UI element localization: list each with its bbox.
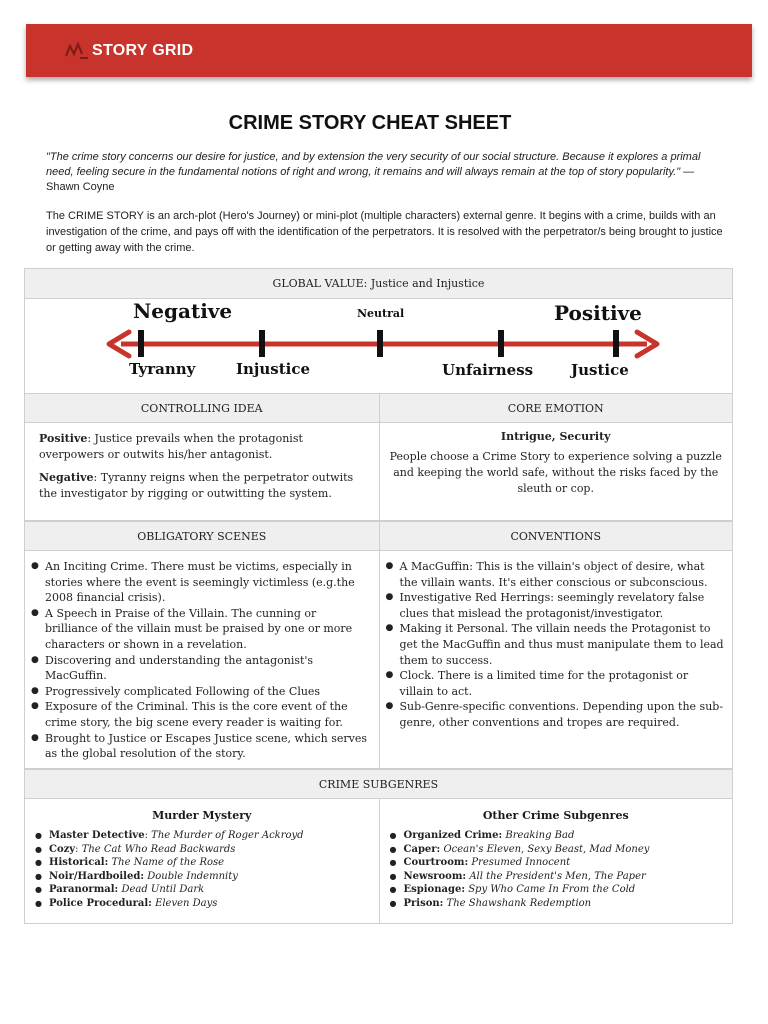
quote-author: —Shawn Coyne <box>46 166 695 193</box>
controlling-idea-negative: Negative: Tyranny reigns when the perpetrator outwits the investigator by rigging or outwitting the system. <box>39 471 354 500</box>
list-item: ● Cozy: The Cat Who Read Backwards <box>49 843 371 857</box>
controlling-idea-header: CONTROLLING IDEA <box>25 393 379 423</box>
subgenres-section <box>24 769 733 924</box>
conventions-cell <box>379 521 733 768</box>
positive-label: Positive <box>554 301 642 325</box>
list-item: ● Noir/Hardboiled: Double Indemnity <box>49 870 371 884</box>
list-item: ● Organized Crime: Breaking Bad <box>404 829 725 843</box>
global-value-header: GLOBAL VALUE: Justice and Injustice <box>25 269 732 299</box>
story-grid-logo-icon <box>64 40 90 62</box>
list-item: ● Master Detective: The Murder of Roger Ackroyd <box>49 829 371 843</box>
conventions-list <box>380 551 733 731</box>
idea-emotion-row <box>24 393 733 521</box>
subgenres-header: CRIME SUBGENRES <box>25 769 732 799</box>
page-title: CRIME STORY CHEAT SHEET <box>228 112 512 134</box>
controlling-idea-cell <box>25 393 379 520</box>
list-item: ● Exposure of the Criminal. This is the core event of the crime story, the big scene every reader is waiting for. <box>45 699 371 730</box>
core-emotion-text: People choose a Crime Story to experience solving a puzzle and keeping the world safe, without the risks faced by the sleuth or cop. <box>389 450 722 495</box>
list-item: ● Prison: The Shawshank Redemption <box>404 897 725 911</box>
list-item: ● An Inciting Crime. There must be victims, especially in stories where the event is seemingly victimless (e.g.the 2008 financial crisis). <box>45 559 371 606</box>
controlling-idea-positive: Positive: Justice prevails when the protagonist overpowers or outwits his/her antagonist. <box>39 432 303 461</box>
point-tyranny: Tyranny <box>129 360 196 378</box>
tick-tyranny <box>138 330 144 357</box>
intro-paragraph: The CRIME STORY is an arch-plot (Hero's Journey) or mini-plot (multiple characters) external genre. It begins with a crime, builds with an investigation of the crime, and pays off with the identification of the perpetrators. It is resolved with the perpetrator/s being brought to justice or getting away with the crime. <box>46 210 723 254</box>
list-item: ● Progressively complicated Following of the Clues <box>45 684 371 700</box>
negative-label: Negative <box>133 299 233 323</box>
header-banner <box>26 24 752 77</box>
core-emotion-cell <box>379 393 733 520</box>
global-value-section <box>24 268 733 394</box>
list-item: ● Caper: Ocean's Eleven, Sexy Beast, Mad Money <box>404 843 725 857</box>
list-item: ● Historical: The Name of the Rose <box>49 856 371 870</box>
list-item: ● Brought to Justice or Escapes Justice scene, which serves as the global resolution of the story. <box>45 731 371 762</box>
neutral-label: Neutral <box>357 307 405 320</box>
murder-mystery-cell <box>25 799 379 924</box>
conventions-header: CONVENTIONS <box>380 521 733 551</box>
list-item: ● Courtroom: Presumed Innocent <box>404 856 725 870</box>
list-item: ● Investigative Red Herrings: seemingly revelatory false clues that mislead the protagonist/investigator. <box>400 590 725 621</box>
point-unfairness: Unfairness <box>442 361 534 379</box>
list-item: ● Police Procedural: Eleven Days <box>49 897 371 911</box>
logo <box>64 38 193 64</box>
quote <box>46 150 726 195</box>
tick-injustice <box>259 330 265 357</box>
scenes-conventions-row <box>24 521 733 769</box>
value-scale <box>25 299 732 394</box>
list-item: ● A Speech in Praise of the Villain. The cunning or brilliance of the villain must be praised by one or more characters or shown in a revelation. <box>45 606 371 653</box>
obligatory-scenes-cell <box>25 521 379 768</box>
obligatory-scenes-header: OBLIGATORY SCENES <box>25 521 379 551</box>
point-injustice: Injustice <box>236 360 311 378</box>
list-item: ● Paranormal: Dead Until Dark <box>49 883 371 897</box>
list-item: ● Discovering and understanding the antagonist's MacGuffin. <box>45 653 371 684</box>
list-item: ● Newsroom: All the President's Men, The Paper <box>404 870 725 884</box>
list-item: ● Espionage: Spy Who Came In From the Cold <box>404 883 725 897</box>
logo-text: STORY GRID <box>92 42 194 59</box>
murder-mystery-list <box>25 829 379 911</box>
murder-mystery-title: Murder Mystery <box>152 809 252 822</box>
tick-justice <box>613 330 619 357</box>
tick-unfairness <box>498 330 504 357</box>
obligatory-scenes-list <box>25 551 379 762</box>
list-item: ● Making it Personal. The villain needs the Protagonist to get the MacGuffin and thus must manipulate them to lead them to success. <box>400 621 725 668</box>
tick-neutral <box>377 330 383 357</box>
list-item: ● A MacGuffin: This is the villain's object of desire, what the villain wants. It's either conscious or subconscious. <box>400 559 725 590</box>
other-subgenres-cell <box>379 799 733 924</box>
other-subgenres-list <box>380 829 733 911</box>
list-item: ● Clock. There is a limited time for the protagonist or villain to act. <box>400 668 725 699</box>
point-justice: Justice <box>571 361 629 379</box>
other-subgenres-title: Other Crime Subgenres <box>482 809 629 822</box>
core-emotion-header: CORE EMOTION <box>380 393 733 423</box>
core-emotion-title: Intrigue, Security <box>500 430 611 443</box>
list-item: ● Sub-Genre-specific conventions. Depending upon the sub-genre, other conventions and tropes are required. <box>400 699 725 730</box>
quote-text: "The crime story concerns our desire for justice, and by extension the very security of our social structure. Because it explores a primal need, feeling secure in the fundamental notions of right and wrong, it remains and will always remain at the top of story popularity." <box>46 151 701 178</box>
